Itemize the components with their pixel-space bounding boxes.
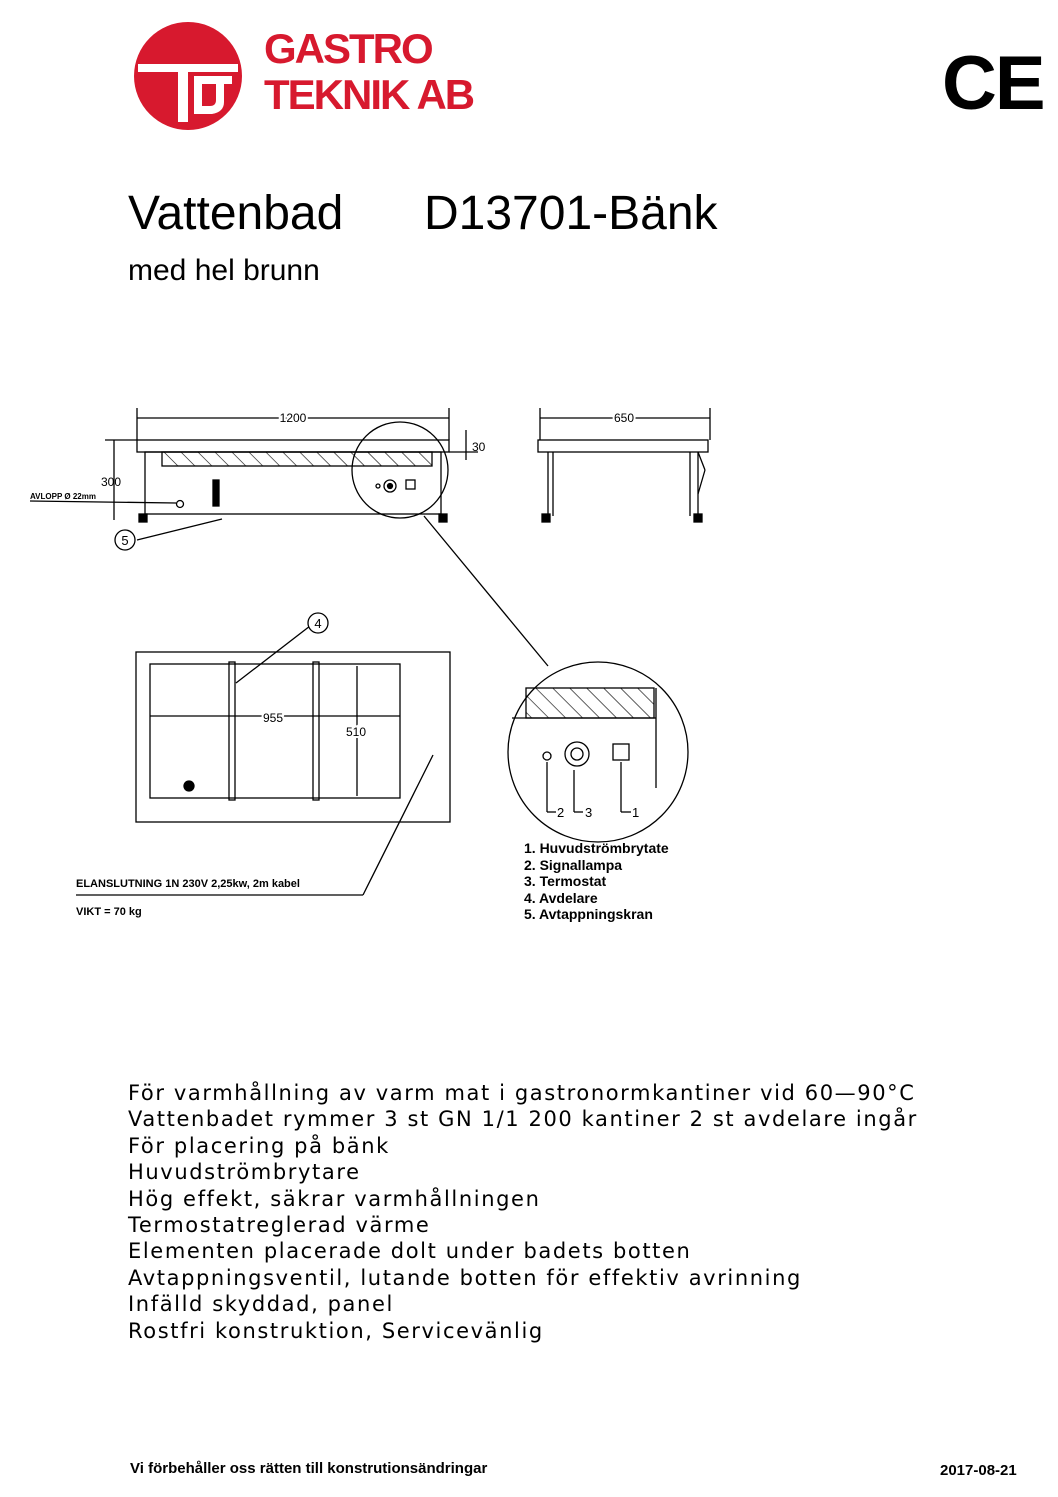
dim-depth: 650 — [613, 411, 635, 425]
callout-3: 3 — [585, 805, 593, 820]
feature-item: Infälld skyddad, panel — [128, 1292, 394, 1317]
feature-item: Huvudströmbrytare — [128, 1160, 361, 1185]
ce-mark: CE — [942, 41, 1044, 126]
callout-4: 4 — [314, 616, 322, 631]
legend-item: 2. Signallampa — [524, 856, 623, 873]
dim-height: 300 — [101, 475, 122, 489]
zoom-detail — [508, 662, 688, 842]
front-view — [30, 408, 478, 540]
revision-date: 2017-08-21 — [940, 1462, 1017, 1479]
legend-item: 1. Huvudströmbrytate — [524, 840, 669, 856]
logo-line2: TEKNIK AB — [264, 71, 474, 118]
legend-item: 3. Termostat — [524, 873, 607, 889]
feature-item: Avtappningsventil, lutande botten för effektiv avrinning — [128, 1265, 802, 1290]
disclaimer: Vi förbehåller oss rätten till konstrutionsändringar — [130, 1460, 488, 1477]
avlopp-label: AVLOPP Ø 22mm — [30, 492, 96, 501]
feature-list — [128, 1080, 918, 1344]
model-number: D13701-Bänk — [424, 187, 718, 240]
gt-logo-icon — [124, 20, 252, 132]
feature-item: För varmhållning av varm mat i gastronormkantiner vid 60—90°C — [128, 1081, 916, 1105]
feature-item: Hög effekt, säkrar varmhållningen — [128, 1186, 541, 1211]
feature-item: För placering på bänk — [128, 1133, 390, 1158]
subtitle: med hel brunn — [128, 254, 320, 287]
logo-line1: GASTRO — [264, 25, 432, 72]
legend-item: 5. Avtappningskran — [524, 906, 653, 922]
feature-item: Elementen placerade dolt under badets botten — [128, 1239, 692, 1264]
callout-2: 2 — [557, 805, 565, 820]
dim-inner-length: 955 — [262, 711, 284, 725]
feature-item: Rostfri konstruktion, Servicevänlig — [128, 1318, 544, 1343]
feature-item: Vattenbadet rymmer 3 st GN 1/1 200 kantiner 2 st avdelare ingår — [128, 1107, 918, 1132]
callout-5: 5 — [121, 533, 129, 548]
legend-item: 4. Avdelare — [524, 889, 598, 906]
side-view — [538, 408, 710, 522]
dim-top: 30 — [472, 440, 486, 454]
component-legend — [524, 840, 669, 923]
elanslutning-note: ELANSLUTNING 1N 230V 2,25kw, 2m kabel — [76, 878, 300, 890]
dim-inner-width: 510 — [345, 725, 367, 739]
callout-1: 1 — [632, 805, 640, 820]
weight-note: VIKT = 70 kg — [76, 906, 142, 918]
dim-width: 1200 — [279, 411, 307, 425]
top-view — [76, 626, 450, 895]
product-name: Vattenbad — [128, 187, 344, 240]
feature-item: Termostatreglerad värme — [128, 1213, 431, 1238]
